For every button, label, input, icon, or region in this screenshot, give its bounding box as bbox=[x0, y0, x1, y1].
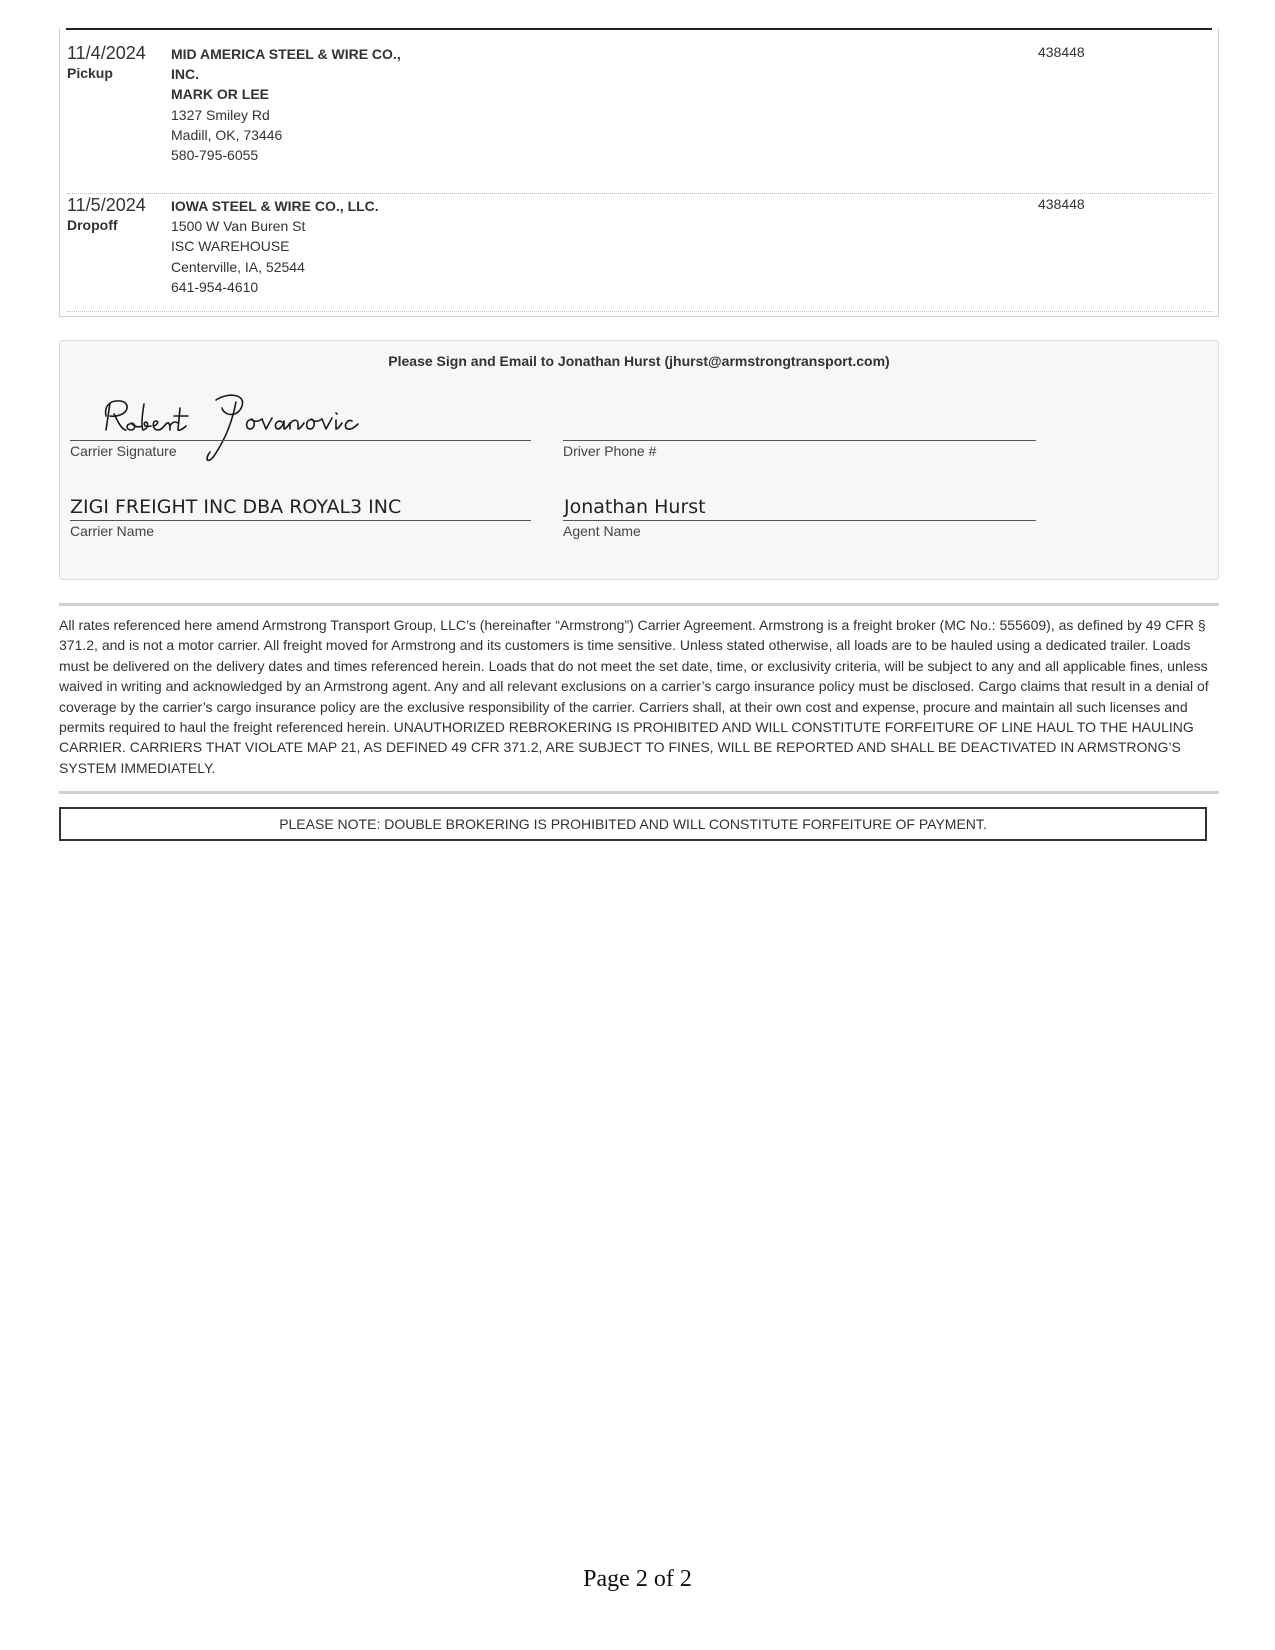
stop-reference: 438448 bbox=[1038, 44, 1085, 60]
stop-reference: 438448 bbox=[1038, 196, 1085, 212]
carrier-name-label: Carrier Name bbox=[70, 523, 155, 539]
stop-company: IOWA STEEL & WIRE CO., LLC. bbox=[171, 198, 379, 214]
carrier-name-line bbox=[70, 520, 531, 521]
stop-street: 1327 Smiley Rd bbox=[171, 106, 270, 123]
stop-type: Pickup bbox=[67, 65, 113, 81]
terms-top-rule bbox=[59, 603, 1219, 606]
agent-name-label: Agent Name bbox=[563, 523, 641, 539]
stop-street-2: ISC WAREHOUSE bbox=[171, 238, 290, 255]
stop-company: MID AMERICA STEEL & WIRE CO., bbox=[171, 46, 401, 62]
stop-contact: MARK OR LEE bbox=[171, 86, 269, 103]
stop-date: 11/4/2024 bbox=[67, 43, 146, 63]
stop-company-cont: INC. bbox=[171, 66, 199, 83]
terms-bottom-rule bbox=[59, 791, 1219, 794]
stop-row-dropoff bbox=[67, 194, 1213, 312]
stop-type: Dropoff bbox=[67, 217, 118, 233]
page-number: Page 2 of 2 bbox=[583, 1566, 692, 1592]
stop-city: Centerville, IA, 52544 bbox=[171, 258, 305, 275]
sign-instructions: Please Sign and Email to Jonathan Hurst (jhurst@armstrongtransport.com) bbox=[388, 353, 890, 369]
table-top-rule bbox=[66, 28, 1212, 30]
stop-city: Madill, OK, 73446 bbox=[171, 126, 283, 143]
carrier-signature-label: Carrier Signature bbox=[70, 443, 177, 459]
stop-date: 11/5/2024 bbox=[67, 195, 146, 215]
double-brokering-notice: PLEASE NOTE: DOUBLE BROKERING IS PROHIBITED AND WILL CONSTITUTE FORFEITURE OF PAYMENT. bbox=[59, 807, 1207, 841]
stop-address-block bbox=[171, 196, 431, 297]
stop-phone: 580-795-6055 bbox=[171, 147, 259, 164]
signature-panel bbox=[59, 340, 1219, 580]
driver-phone-line bbox=[563, 440, 1036, 441]
stops-table bbox=[59, 28, 1219, 317]
stop-phone: 641-954-4610 bbox=[171, 278, 259, 295]
stop-address-block bbox=[171, 44, 431, 165]
driver-phone-label: Driver Phone # bbox=[563, 443, 657, 459]
carrier-signature-line bbox=[70, 440, 531, 441]
terms-paragraph: All rates referenced here amend Armstrong Transport Group, LLC’s (hereinafter “Armstrong”) Carrier Agreement. Armstrong is a freight broker (MC No.: 555609), as defined by 49 CFR § 371.2, and is not a motor carrier. All freight moved for Armstrong and its customers is time sensitive. Unless stated otherwise, all loads are to be hauled using a dedicated trailer. Loads must be delivered on the delivery dates and times referenced herein. Loads that do not meet the set date, time, or exclusivity criteria, will be subject to any and all applicable fines, unless waived in writing and acknowledged by an Armstrong agent. Any and all relevant exclusions on a carrier’s cargo insurance policy must be disclosed. Cargo claims that result in a denial of coverage by the carrier’s cargo insurance policy are the exclusive responsibility of the carrier. Carriers shall, at their own cost and expense, procure and maintain all such licenses and permits required to haul the freight referenced herein. UNAUTHORIZED REBROKERING IS PROHIBITED AND WILL CONSTITUTE FORFEITURE OF LINE HAUL TO THE HAULING CARRIER. CARRIERS THAT VIOLATE MAP 21, AS DEFINED 49 CFR 371.2, ARE SUBJECT TO FINES, WILL BE REPORTED AND SHALL BE DEACTIVATED IN ARMSTRONG’S SYSTEM IMMEDIATELY. bbox=[59, 617, 1209, 776]
stop-street: 1500 W Van Buren St bbox=[171, 218, 306, 235]
carrier-name-value: ZIGI FREIGHT INC DBA ROYAL3 INC bbox=[70, 496, 402, 518]
agent-name-line bbox=[563, 520, 1036, 521]
agent-name-value: Jonathan Hurst bbox=[564, 496, 706, 518]
stop-row-pickup bbox=[67, 42, 1213, 194]
